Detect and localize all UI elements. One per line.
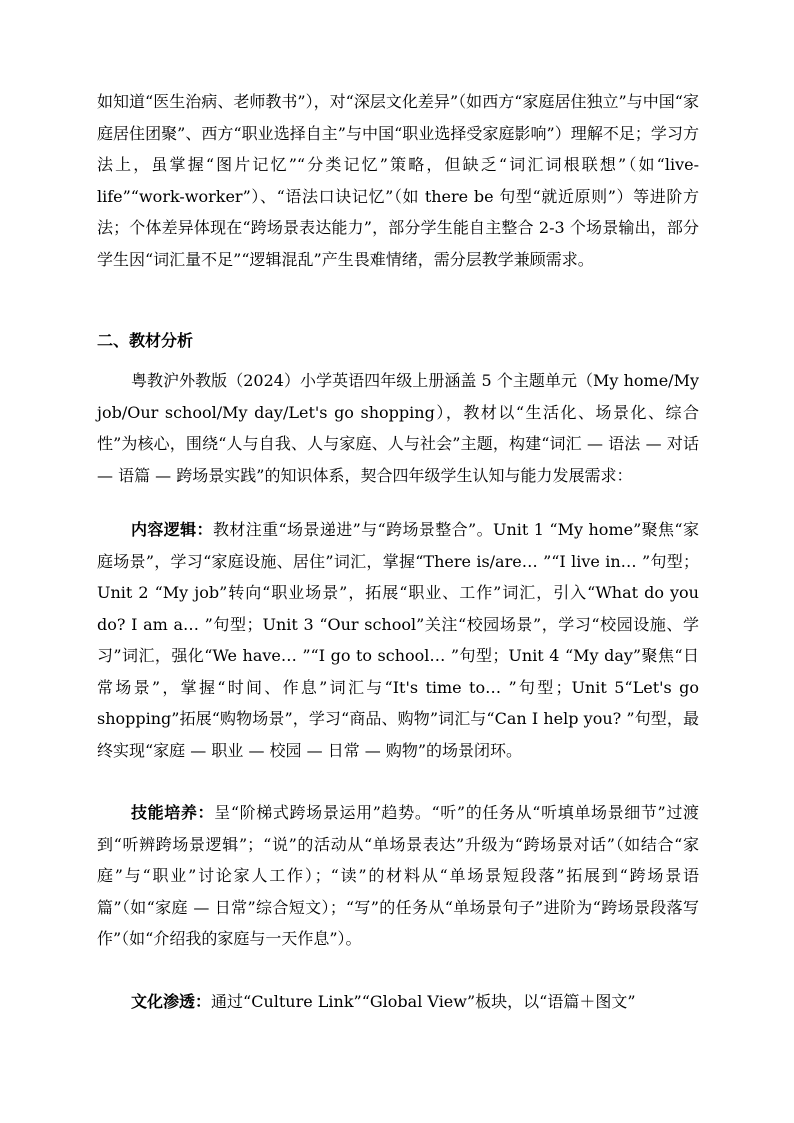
content-logic-label: 内容逻辑：	[131, 520, 213, 539]
skill-development-text: 呈“阶梯式跨场景运用”趋势。“听”的任务从“听填单场景细节”过渡到“听辨跨场景逻辑”；“说”的活动从“单场景表达”升级为“跨场景对话”（如结合“家庭”与“职业”讨论家人工作）；“读”的材料从“单场景短段落”拓展到“跨场景语篇”（如“家庭 — 日常”综合短文）；“写”的任务从“单场景句子”进阶为“跨场景段落写作”（如“介绍我的家庭与一天作息”）。	[97, 803, 699, 948]
section-heading-textbook-analysis: 二、教材分析	[97, 331, 194, 350]
paragraph-content-logic	[97, 514, 699, 766]
culture-infiltration-text: 通过“Culture Link”“Global View”板块，以“语篇＋图文”	[211, 992, 636, 1011]
culture-infiltration-label: 文化渗透：	[131, 992, 212, 1011]
paragraph-skill-development	[97, 797, 699, 955]
paragraph-learning-analysis-continued: 如知道“医生治病、老师教书”），对“深层文化差异”（如西方“家庭居住独立”与中国“家庭居住团聚”、西方“职业选择自主”与中国“职业选择受家庭影响”）理解不足；学习方法上，虽掌握“图片记忆”“分类记忆”策略，但缺乏“词汇词根联想”（如“live-life”“work-worker”）、“语法口诀记忆”（如 there be 句型“就近原则”）等进阶方法；个体差异体现在“跨场景表达能力”，部分学生能自主整合 2-3 个场景输出，部分学生因“词汇量不足”“逻辑混乱”产生畏难情绪，需分层教学兼顾需求。	[97, 92, 699, 269]
paragraph-textbook-overview: 粤教沪外教版（2024）小学英语四年级上册涵盖 5 个主题单元（My home/My job/Our school/My day/Let's go shopping），教材以“生活化、场景化、综合性”为核心，围绕“人与自我、人与家庭、人与社会”主题，构建“词汇 — 语法 — 对话 — 语篇 — 跨场景实践”的知识体系，契合四年级学生认知与能力发展需求：	[97, 371, 699, 485]
paragraph-culture-infiltration	[97, 986, 699, 1018]
content-logic-text: 教材注重“场景递进”与“跨场景整合”。Unit 1 “My home”聚焦“家庭场景”，学习“家庭设施、居住”词汇，掌握“There is/are… ”“I live in… ”句型；Unit 2 “My job”转向“职业场景”，拓展“职业、工作”词汇，引入“What do you do? I am a… ”句型；Unit 3 “Our school”关注“校园场景”，学习“校园设施、学习”词汇，强化“We have… ”“I go to school… ”句型；Unit 4 “My day”聚焦“日常场景”，掌握“时间、作息”词汇与“It's time to… ”句型；Unit 5“Let's go shopping”拓展“购物场景”，学习“商品、购物”词汇与“Can I help you? ”句型，最终实现“家庭 — 职业 — 校园 — 日常 — 购物”的场景闭环。	[97, 520, 699, 760]
skill-development-label: 技能培养：	[131, 803, 215, 822]
